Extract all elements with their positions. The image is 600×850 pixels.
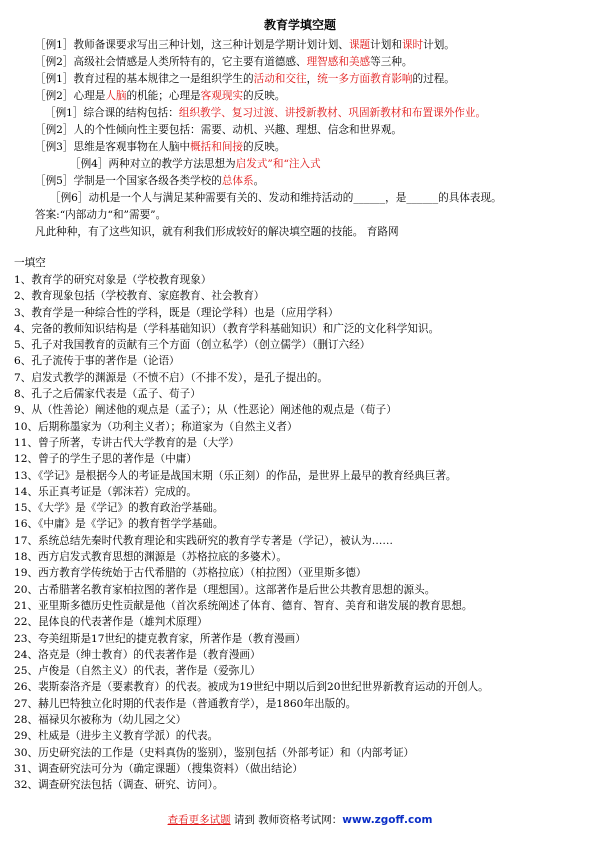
list-item: 22、昆体良的代表著作是（雄判术原理）	[14, 616, 208, 629]
list-item: 15、《大学》是《学记》的教育政治学基础。	[14, 502, 224, 515]
example-text: 计划和	[370, 39, 402, 51]
example-line-5	[45, 106, 486, 120]
example-line-3	[35, 72, 455, 86]
list-item: 20、古希腊著名教育家柏拉图的著作是（理想国）。这部著作是后世公共教育思想的源头。	[14, 583, 436, 596]
list-item: 21、亚里斯多德历史性贡献是他（首次系统阐述了体育、德育、智育、美育和谐发展的教育思想。	[14, 599, 473, 612]
example-text: ［例2］心理是	[35, 90, 106, 102]
list-item: 17、系统总结先秦时代教育理论和实践研究的教育学专著是（学记），被认为……	[14, 534, 393, 547]
example-text: 的反映。	[243, 141, 286, 153]
example-text: 。	[253, 175, 265, 187]
list-item: 28、福禄贝尔被称为（幼儿园之父）	[14, 714, 187, 727]
footer-text: 请到 教师资格考试网：	[230, 814, 343, 826]
example-text: ［例1］教育过程的基本规律之一是组织学生的	[35, 73, 254, 85]
answer-line	[35, 208, 166, 222]
example-line-6	[35, 123, 402, 137]
example-line-9	[35, 174, 264, 188]
list-item: 3、教育学是一种综合性的学科，既是（理论学科）也是（应用学科）	[14, 306, 339, 319]
list-item: 10、后期称墨家为（功利主义者）；称道家为（自然主义者）	[14, 420, 298, 433]
highlighted-answer: 启发式”和“注入式	[235, 158, 321, 170]
list-item: 19、西方教育学传统始于古代希腊的（苏格拉底）（柏拉图）（亚里斯多德）	[14, 567, 367, 580]
section-title: 一填空	[14, 257, 46, 269]
highlighted-answer: 组织教学、复习过渡、讲授新教材、巩固新教材和布置课外作业。	[178, 107, 487, 119]
list-item: 4、完备的教师知识结构是（学科基础知识）（教育学科基础知识）和广泛的文化科学知识。	[14, 322, 440, 335]
example-line-4	[35, 89, 285, 103]
list-item: 12、曾子的学生子思的著作是（中庸）	[14, 453, 197, 466]
example-text: ［例2］人的个性倾向性主要包括：需要、动机、兴趣、理想、信念和世界观。	[35, 124, 402, 136]
example-line-8	[70, 157, 321, 171]
highlighted-answer: 理智感和美感	[306, 56, 371, 68]
list-item: 16、《中庸》是《学记》的教育哲学学基础。	[14, 518, 224, 531]
list-item: 25、卢俊是（自然主义）的代表，著作是（爱弥儿）	[14, 665, 261, 678]
example-text: ［例5］学制是一个国家各级各类学校的	[35, 175, 222, 187]
list-item: 11、曾子所著，专讲古代大学教育的是（大学）	[14, 436, 240, 449]
highlighted-answer: 课题	[348, 39, 371, 51]
example-line-1	[35, 38, 455, 52]
highlighted-answer: 人脑	[105, 90, 127, 102]
list-item: 29、杜威是（进步主义教育学派）的代表。	[14, 730, 219, 743]
example-text: 的机能；心理是	[126, 90, 201, 102]
highlighted-answer: 客观现实	[200, 90, 244, 102]
example-line-2	[35, 55, 413, 69]
example-line-7	[35, 140, 285, 154]
question-list	[14, 272, 594, 794]
list-item: 5、孔子对我国教育的贡献有三个方面（创立私学）（创立儒学）（删订六经）	[14, 339, 371, 352]
list-item: 18、西方启发式教育思想的渊源是（苏格拉底的多婆术）。	[14, 551, 288, 564]
list-item: 26、裴斯泰洛齐是（要素教育）的代表。被成为19世纪中期以后到20世纪世界新教育运动的开创人。	[14, 681, 489, 694]
example-text: 的反映。	[243, 90, 286, 102]
list-item: 9、从（性善论）阐述他的观点是（孟子）；从（性恶论）阐述他的观点是（荀子）	[14, 404, 397, 417]
example-text: 凡此种种，有了这些知识，就有利我们形成较好的解决填空题的技能。 育路网	[35, 226, 399, 238]
example-text: ［例4］两种对立的教学方法思想为	[70, 158, 236, 170]
list-item: 6、孔子流传于事的著作是（论语）	[14, 355, 180, 368]
example-text: ［例3］思维是客观事物在人脑中	[35, 141, 191, 153]
list-item: 14、乐正真考证是（郭沫若）完成的。	[14, 485, 197, 498]
example-line-10	[50, 191, 502, 205]
list-item: 2、教育现象包括（学校教育、家庭教育、社会教育）	[14, 290, 265, 303]
list-item: 31、调查研究法可分为（确定课题）（搜集资料）（做出结论）	[14, 762, 303, 775]
list-item: 27、赫儿巴特独立化时期的代表作是（普通教育学），是1860年出版的。	[14, 697, 357, 710]
more-questions-link[interactable]: 查看更多试题	[167, 814, 231, 826]
example-text: 计划。	[423, 39, 455, 51]
highlighted-answer: 概括和间接	[190, 141, 244, 153]
example-text: ［例2］高级社会情感是人类所特有的，它主要有道德感、	[35, 56, 307, 68]
highlighted-answer: 统一多方面教育影响	[317, 73, 413, 85]
highlighted-answer: 活动和交往	[253, 73, 307, 85]
highlighted-answer: 课时	[401, 39, 424, 51]
highlighted-answer: 总体系	[221, 175, 254, 187]
list-item: 30、历史研究法的工作是（史料真伪的鉴别），鉴别包括（外部考证）和（内部考证）	[14, 746, 415, 759]
page-title: 教育学填空题	[263, 18, 336, 32]
summary-line	[35, 225, 399, 239]
example-text: 的过程。	[412, 73, 455, 85]
footer	[0, 812, 600, 827]
list-item: 32、调查研究法包括（调查、研究、访问）。	[14, 779, 224, 792]
example-text: ［例1］综合课的结构包括：	[45, 107, 179, 119]
list-item: 24、洛克是（绅士教育）的代表著作是（教育漫画）	[14, 648, 261, 661]
list-item: 7、启发式教学的渊源是（不愤不启）（不排不发），是孔子提出的。	[14, 371, 328, 384]
example-text: 答案:“内部动力“和”需要”。	[35, 209, 167, 221]
example-text: 等三种。	[370, 56, 413, 68]
site-link[interactable]: www.zgoff.com	[342, 814, 433, 826]
list-item: 13、《学记》是根据今人的考证是战国末期（乐正刻）的作品，是世界上最早的教育经典巨著。	[14, 469, 457, 482]
example-text: ［例6］动机是一个人与满足某种需要有关的、发动和维持活动的______，是______的具体表现。	[50, 192, 502, 204]
example-text: ［例1］教师备课要求写出三种计划，这三种计划是学期计划计划、	[35, 39, 349, 51]
list-item: 1、教育学的研究对象是（学校教育现象）	[14, 274, 212, 286]
list-item: 8、孔子之后儒家代表是（孟子、荀子）	[14, 388, 201, 401]
example-text: ，	[306, 73, 318, 85]
list-item: 23、夸美纽斯是17世纪的捷克教育家，所著作是（教育漫画）	[14, 632, 306, 645]
